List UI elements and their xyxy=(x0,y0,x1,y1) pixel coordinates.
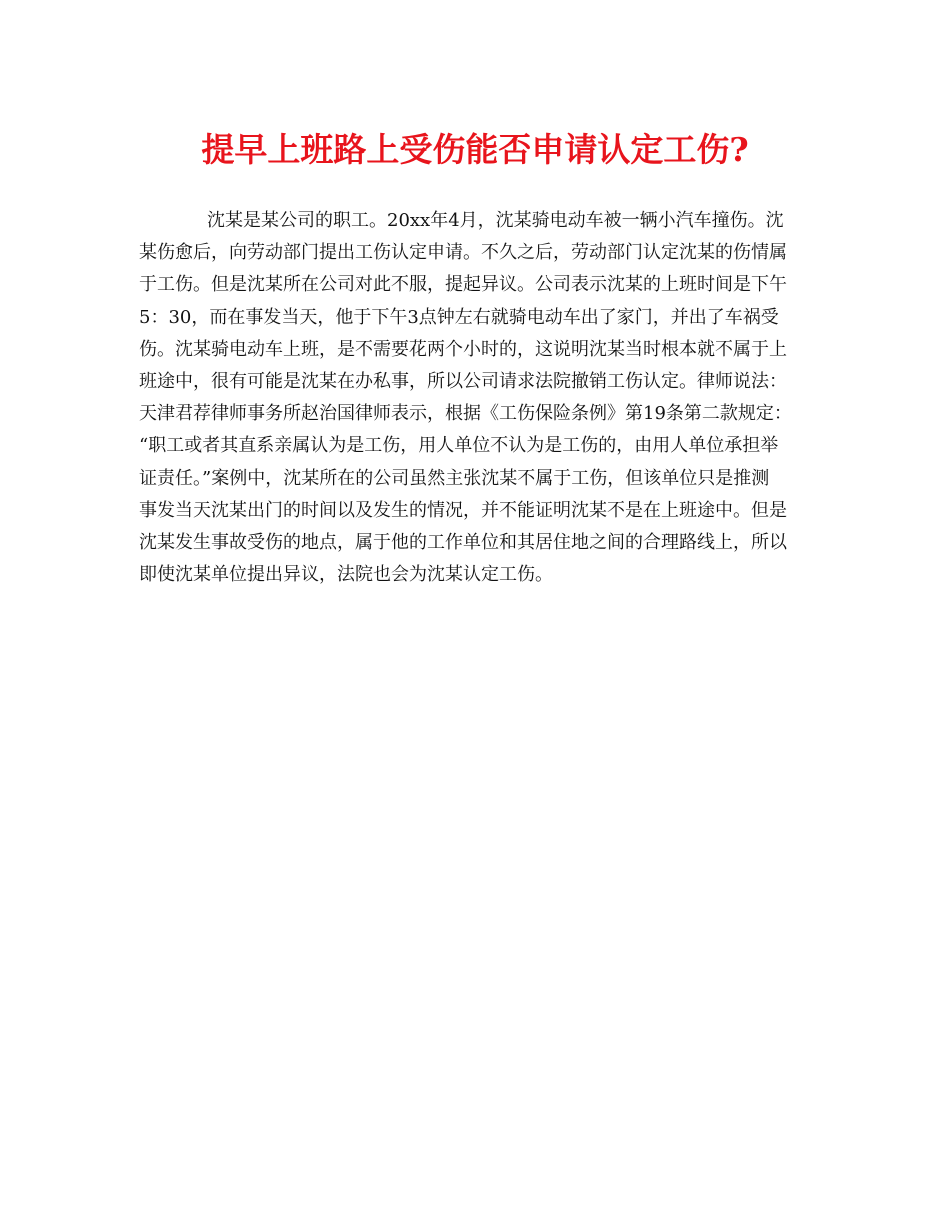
body-line: 沈某是某公司的职工。20xx年4月，沈某骑电动车被一辆小汽车撞伤。沈 xyxy=(207,210,784,231)
body-line: “职工或者其直系亲属认为是工伤，用人单位不认为是工伤的，由用人单位承担举 xyxy=(139,435,779,457)
body-line: 即使沈某单位提出异议，法院也会为沈某认定工伤。 xyxy=(139,564,553,586)
body-line: 5：30，而在事发当天，他于下午3点钟左右就骑电动车出了家门，并出了车祸受 xyxy=(139,306,779,328)
body-line: 天津君荐律师事务所赵治国律师表示，根据《工伤保险条例》第19条第二款规定： xyxy=(139,403,792,425)
body-line: 沈某发生事故受伤的地点，属于他的工作单位和其居住地之间的合理路线上，所以 xyxy=(139,532,787,554)
document-body xyxy=(139,205,812,591)
document-title: 提早上班路上受伤能否申请认定工伤? xyxy=(201,130,749,169)
body-line: 于工伤。但是沈某所在公司对此不服，提起异议。公司表示沈某的上班时间是下午 xyxy=(139,274,787,296)
body-line: 班途中，很有可能是沈某在办私事，所以公司请求法院撤销工伤认定。律师说法： xyxy=(139,371,787,393)
body-line: 伤。沈某骑电动车上班，是不需要花两个小时的，这说明沈某当时根本就不属于上 xyxy=(139,338,787,360)
body-line: 事发当天沈某出门的时间以及发生的情况，并不能证明沈某不是在上班途中。但是 xyxy=(139,499,787,521)
body-line: 某伤愈后，向劳动部门提出工伤认定申请。不久之后，劳动部门认定沈某的伤情属 xyxy=(139,242,787,264)
body-line: 证责任。”案例中，沈某所在的公司虽然主张沈某不属于工伤，但该单位只是推测 xyxy=(139,467,770,489)
